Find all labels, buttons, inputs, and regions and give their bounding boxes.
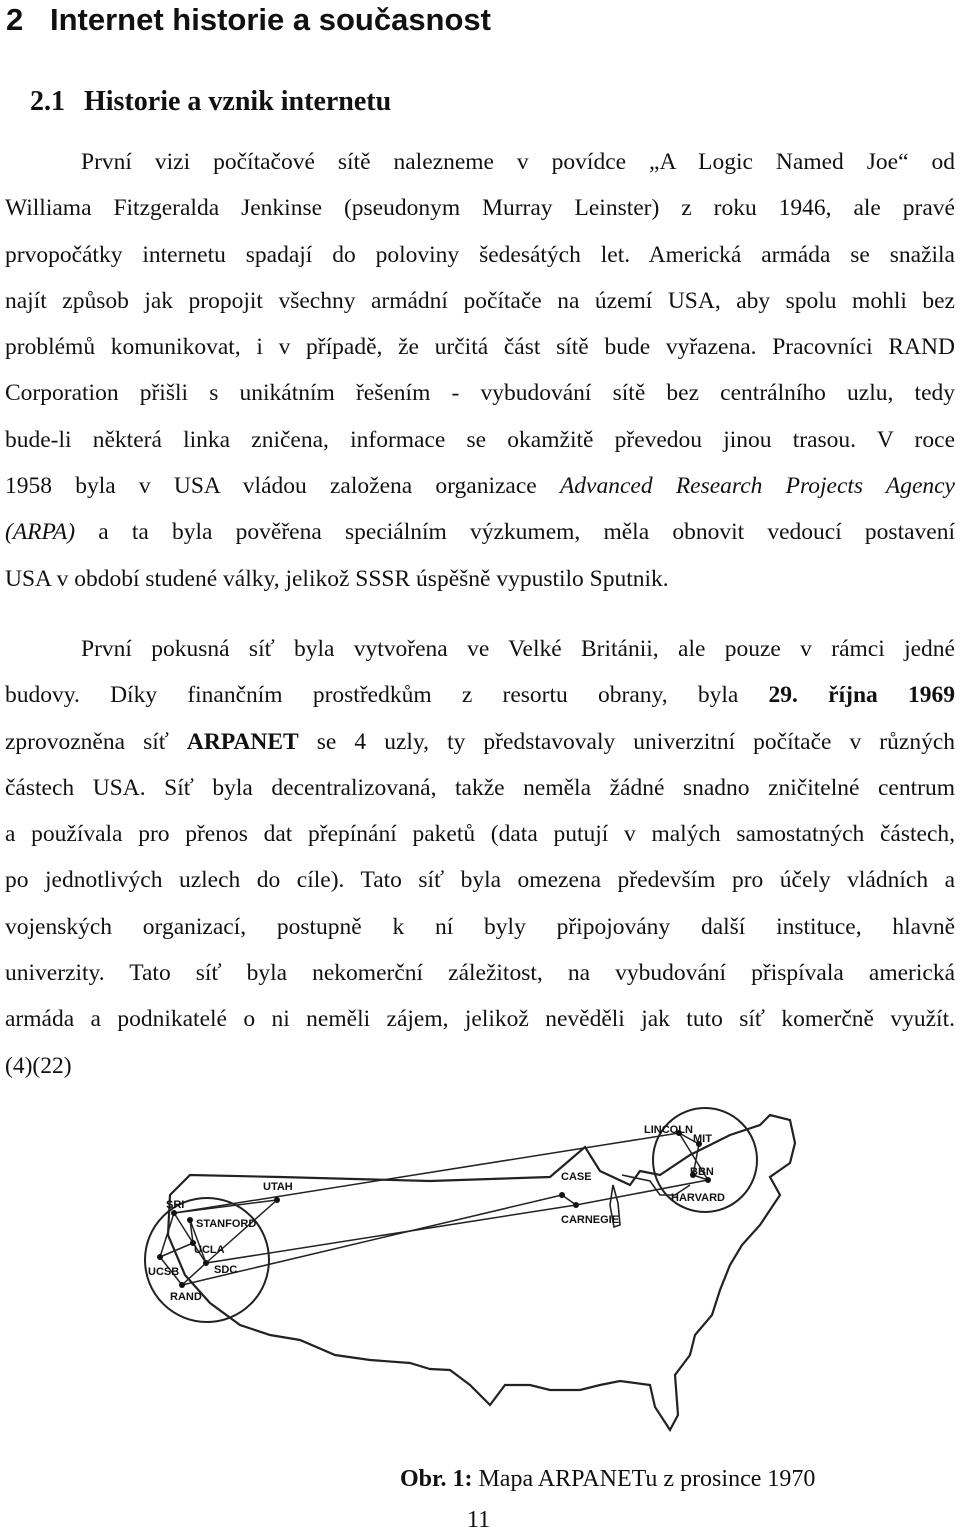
section-number: 2.1 [30, 86, 65, 117]
paragraph-line [5, 672, 955, 718]
label-sri: SRI [166, 1199, 185, 1211]
figure-caption [400, 1462, 815, 1496]
section-heading [30, 82, 391, 122]
label-carnegie: CARNEGIE [561, 1214, 620, 1226]
text-run: 1958 byla v USA vládou založena organizace [5, 473, 560, 500]
paragraph-line: První vizi počítačové sítě nalezneme v povídce „A Logic Named Joe“ od [81, 149, 955, 175]
paragraph-line: univerzity. Tato síť byla nekomerční záležitost, na vybudování přispívala americká [5, 960, 955, 987]
agency-abbrev: (ARPA) [5, 519, 76, 546]
paragraph-line: prvopočátky internetu spadají do poloviny šedesátých let. Americká armáda se snažila [5, 241, 955, 268]
paragraph-line: problémů komunikovat, i v případě, že určitá část sítě bude vyřazena. Pracovníci RAND [5, 334, 955, 361]
us-outline [168, 1115, 795, 1430]
paragraph-line [5, 463, 955, 509]
paragraph-line: bude-li některá linka zničena, informace se okamžitě převedou jinou trasou. V roce [5, 426, 955, 453]
paragraph-line: vojenských organizací, postupně k ní byly připojovány další instituce, hlavně [5, 913, 955, 940]
paragraph-line [5, 719, 955, 765]
chapter-number: 2 [6, 2, 24, 37]
node-ucsb [157, 1254, 163, 1260]
paragraph-line: po jednotlivých uzlech do cíle). Tato síť byla omezena především pro účely vládních a [5, 867, 955, 894]
network-nodes [157, 1130, 711, 1288]
label-ucla: UCLA [194, 1244, 225, 1256]
node-case [559, 1192, 565, 1198]
paragraph-line: USA v období studené války, jelikož SSSR úspěšně vypustilo Sputnik. [5, 565, 669, 592]
agency-name: Advanced Research Projects Agency [559, 473, 955, 500]
paragraph-line: armáda a podnikatelé o ni neměli zájem, jelikož nevěděli jak tuto síť komerčně využít. [5, 1006, 955, 1033]
west-coast-circle [145, 1198, 269, 1322]
node-utah [274, 1197, 280, 1203]
paragraph-line: Williama Fitzgeralda Jenkinse (pseudonym Murray Leinster) z roku 1946, ale pravé [5, 195, 955, 222]
page-number: 11 [467, 1507, 491, 1533]
label-stanford: STANFORD [196, 1218, 257, 1230]
paragraph-line: najít způsob jak propojit všechny armádní počítače na území USA, aby spolu mohli bez [5, 287, 955, 314]
chapter-heading [6, 0, 491, 40]
label-sdc: SDC [214, 1264, 238, 1276]
paragraph-1 [5, 139, 955, 602]
caption-label: Obr. 1: [400, 1466, 473, 1492]
section-title: Historie a vznik internetu [84, 86, 392, 117]
caption-text: Mapa ARPANETu z prosince 1970 [472, 1466, 816, 1492]
label-utah: UTAH [263, 1181, 293, 1193]
text-run: budovy. Díky finančním prostředkům z resortu obrany, byla [5, 682, 769, 709]
text-run: se 4 uzly, ty představovaly univerzitní počítače v různých [298, 728, 955, 755]
text-run: a ta byla pověřena speciálním výzkumem, měla obnovit vedoucí postavení [75, 519, 955, 546]
label-mit: MIT [693, 1133, 712, 1145]
node-carnegie [573, 1202, 579, 1208]
link [160, 1213, 174, 1257]
arpanet-map [130, 1085, 890, 1470]
citation: (4)(22) [5, 1052, 72, 1079]
arpanet-highlight: ARPANET [186, 728, 299, 755]
node-stanford [187, 1217, 193, 1223]
paragraph-line: a používala pro přenos dat přepínání paketů (data putují v malých samostatných částech, [5, 821, 955, 848]
paragraph-2 [5, 626, 955, 1089]
text-run: zprovozněna síť [5, 728, 187, 755]
label-case: CASE [561, 1171, 592, 1183]
paragraph-line: částech USA. Síť byla decentralizovaná, takže neměla žádné snadno zničitelné centrum [5, 774, 955, 801]
link [182, 1195, 562, 1285]
label-lincoln: LINCOLN [644, 1124, 693, 1136]
paragraph-line: Corporation přišli s unikátním řešením - vybudování sítě bez centrálního uzlu, tedy [5, 380, 955, 407]
label-bbn: BBN [690, 1166, 714, 1178]
label-ucsb: UCSB [148, 1266, 180, 1278]
chapter-title: Internet historie a současnost [50, 2, 491, 37]
node-sdc [203, 1260, 209, 1266]
label-harvard: HARVARD [671, 1192, 725, 1204]
date-highlight: 29. října 1969 [768, 682, 955, 709]
node-rand [179, 1282, 185, 1288]
paragraph-line [5, 509, 955, 555]
paragraph-line: První pokusná síť byla vytvořena ve Velké Británii, ale pouze v rámci jedné [81, 636, 955, 662]
label-rand: RAND [170, 1291, 202, 1303]
